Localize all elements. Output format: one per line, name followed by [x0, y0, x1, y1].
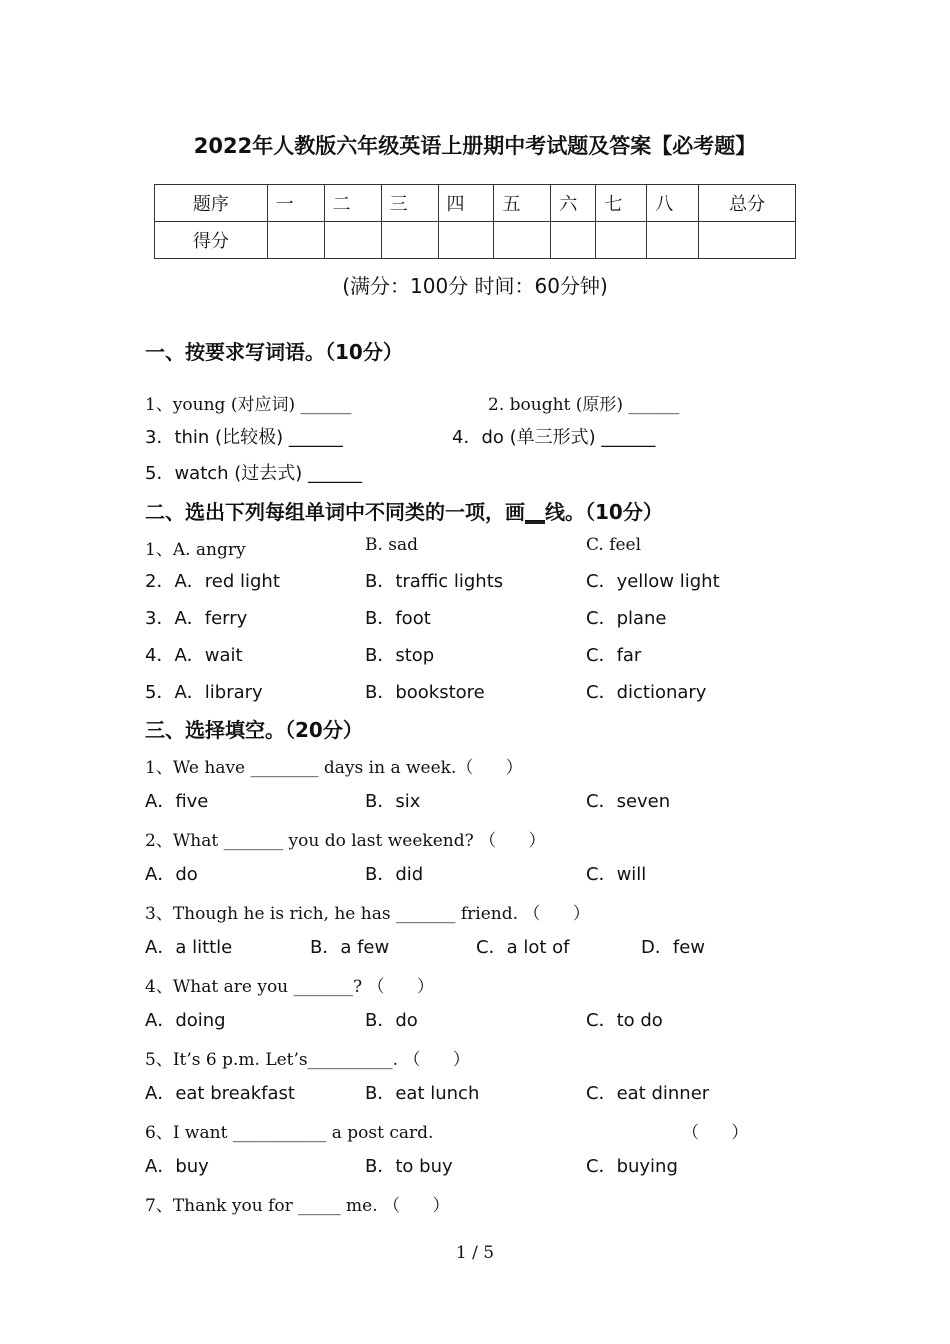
section-heading	[145, 496, 663, 525]
table-header-cell: 五	[494, 185, 551, 222]
option-a: 1、A. angry	[145, 540, 246, 560]
option-b: B．did	[365, 864, 424, 885]
question-5: 5．watch (过去式) ______	[145, 463, 363, 484]
option-a: A．do	[145, 864, 198, 885]
score-cell[interactable]	[438, 222, 494, 259]
option-c: C．dictionary	[586, 682, 707, 703]
option-c: C．plane	[586, 608, 667, 629]
score-cell[interactable]	[596, 222, 647, 259]
score-cell[interactable]	[381, 222, 438, 259]
question-1: 1、young (对应词) ______	[145, 395, 352, 415]
option-c: C．yellow light	[586, 571, 720, 592]
score-cell[interactable]	[267, 222, 324, 259]
heading-blank: __	[525, 500, 545, 524]
question-2: 2、What _______ you do last weekend? （ ）	[145, 831, 546, 851]
heading-text: 二、选出下列每组单词中不同类的一项，画	[145, 500, 525, 524]
heading-text: 线。（10分）	[545, 500, 663, 524]
option-a: A．five	[145, 791, 209, 812]
score-cell[interactable]	[551, 222, 596, 259]
table-header-cell: 四	[438, 185, 494, 222]
score-cell[interactable]	[647, 222, 699, 259]
table-header-cell: 一	[267, 185, 324, 222]
option-c: C．a lot of	[476, 937, 570, 958]
question-3: 3、Though he is rich, he has _______ friend. （ ）	[145, 904, 590, 924]
page-number: 1 / 5	[455, 1243, 495, 1263]
section-heading: 三、选择填空。（20分）	[145, 718, 363, 742]
score-cell[interactable]	[324, 222, 381, 259]
option-b: B．foot	[365, 608, 431, 629]
option-b: B．stop	[365, 645, 435, 666]
option-b: B．to buy	[365, 1156, 453, 1177]
option-c: C．seven	[586, 791, 671, 812]
question-6: 6、I want ___________ a post card.	[145, 1123, 434, 1143]
exam-meta: (满分：100分 时间：60分钟)	[342, 274, 608, 298]
question-5: 5、It’s 6 p.m. Let’s__________. （ ）	[145, 1050, 470, 1070]
option-a: 3．A．ferry	[145, 608, 248, 629]
option-b: B．six	[365, 791, 421, 812]
option-a: 2．A．red light	[145, 571, 280, 592]
question-1: 1、We have ________ days in a week.（ ）	[145, 758, 523, 778]
score-cell[interactable]	[494, 222, 551, 259]
score-table	[154, 184, 796, 259]
option-b: B．a few	[310, 937, 390, 958]
option-c: C．to do	[586, 1010, 663, 1031]
option-c: C．far	[586, 645, 642, 666]
option-a: 5．A．library	[145, 682, 263, 703]
option-d: D．few	[641, 937, 705, 958]
option-b: B．bookstore	[365, 682, 485, 703]
score-table-score-row	[155, 222, 796, 259]
option-b: B. sad	[365, 535, 419, 555]
table-header-cell: 题序	[155, 185, 268, 222]
table-header-cell: 八	[647, 185, 699, 222]
table-header-cell: 二	[324, 185, 381, 222]
table-header-cell: 六	[551, 185, 596, 222]
question-4: 4．do (单三形式) ______	[452, 427, 656, 448]
question-3: 3．thin (比较极) ______	[145, 427, 343, 448]
option-a: 4．A．wait	[145, 645, 243, 666]
table-header-cell: 三	[381, 185, 438, 222]
option-c: C．eat dinner	[586, 1083, 710, 1104]
table-header-cell: 七	[596, 185, 647, 222]
question-2: 2. bought (原形) ______	[488, 395, 680, 415]
option-a: A．buy	[145, 1156, 209, 1177]
option-a: A．a little	[145, 937, 233, 958]
option-row	[145, 535, 246, 560]
answer-paren: （ ）	[682, 1123, 749, 1143]
score-table-header-row	[155, 185, 796, 222]
option-a: A．doing	[145, 1010, 226, 1031]
option-c: C．buying	[586, 1156, 678, 1177]
option-b: B．do	[365, 1010, 418, 1031]
option-c: C．will	[586, 864, 647, 885]
option-a: A．eat breakfast	[145, 1083, 295, 1104]
option-c: C. feel	[586, 535, 642, 555]
score-cell[interactable]	[699, 222, 796, 259]
table-header-cell: 总分	[699, 185, 796, 222]
question-4: 4、What are you _______? （ ）	[145, 977, 434, 997]
page-title: 2022年人教版六年级英语上册期中考试题及答案【必考题】	[193, 134, 757, 158]
section-heading: 一、按要求写词语。（10分）	[145, 340, 403, 364]
option-b: B．traffic lights	[365, 571, 504, 592]
table-row-label: 得分	[155, 222, 268, 259]
option-b: B．eat lunch	[365, 1083, 480, 1104]
question-7: 7、Thank you for _____ me. （ ）	[145, 1196, 450, 1216]
